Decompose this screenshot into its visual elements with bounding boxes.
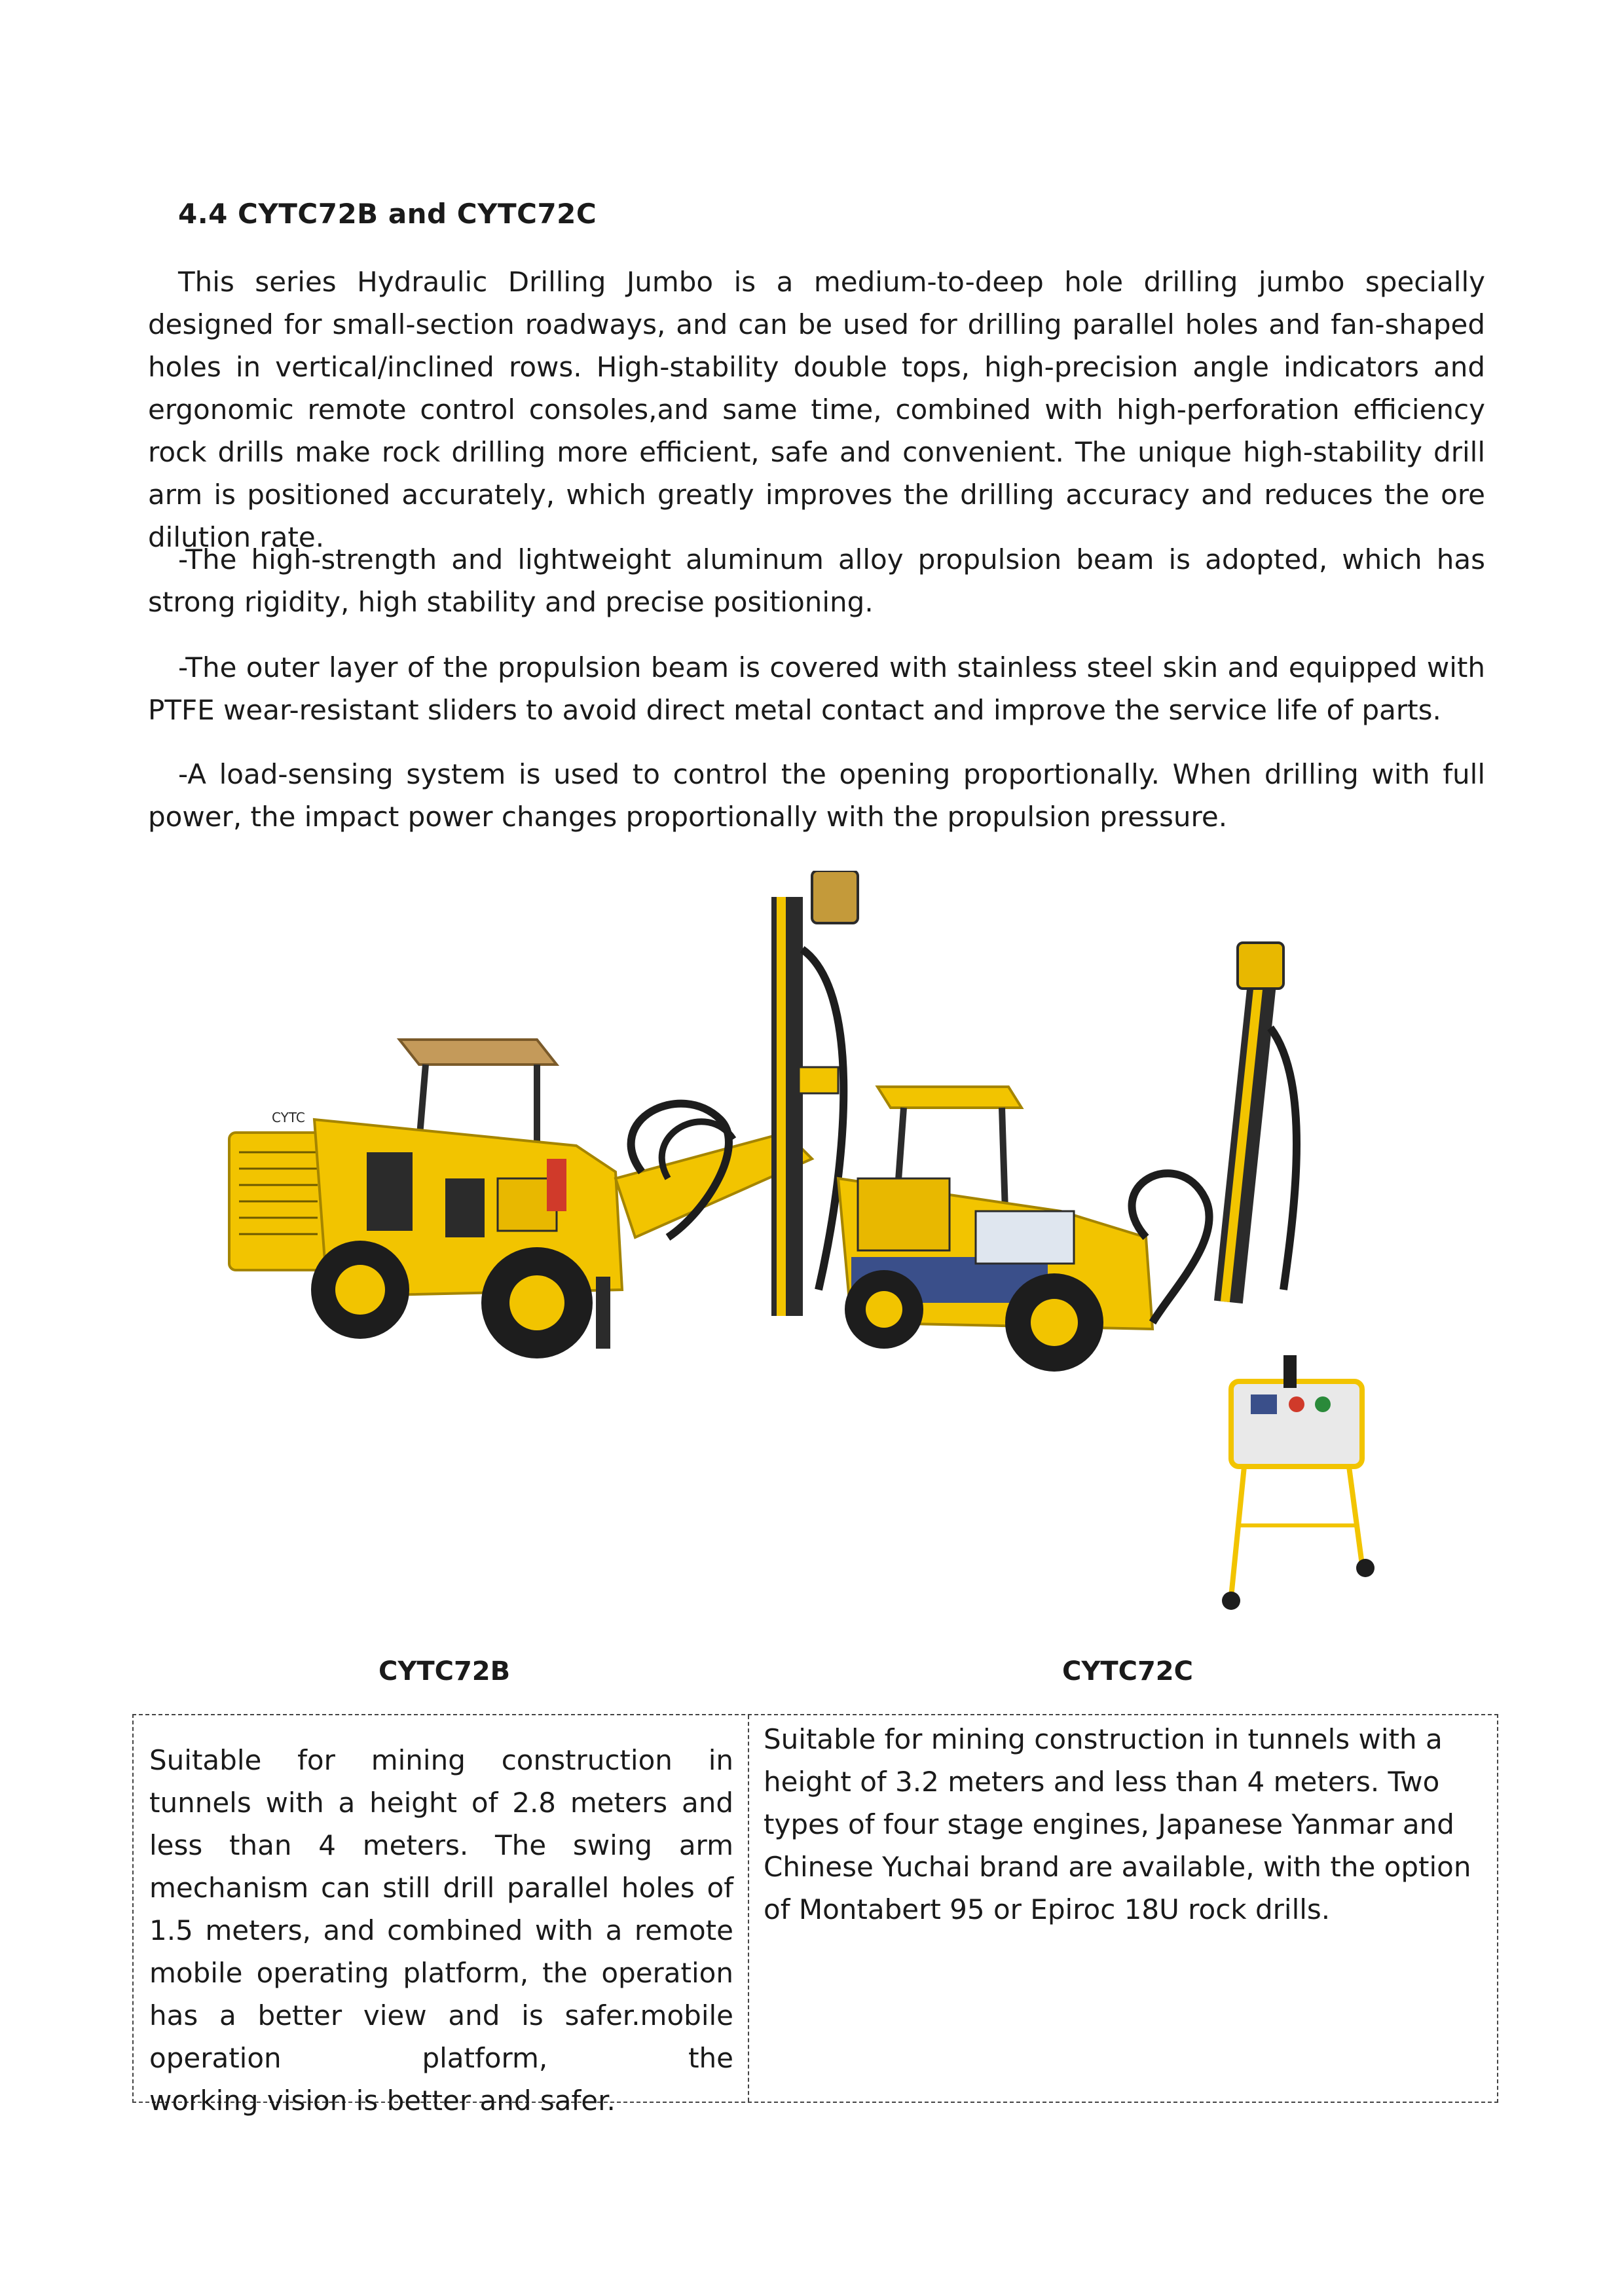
machine-brand-label: CYTC [272, 1110, 305, 1125]
section-heading: 4.4 CYTC72B and CYTC72C [178, 198, 597, 230]
feature-paragraph [148, 538, 1485, 623]
jumbo-illustration [210, 871, 1454, 1617]
drilling-jumbo-photo [210, 871, 1454, 1617]
cytc72b-machine [229, 871, 858, 1358]
feature-paragraph [148, 646, 1485, 731]
model-description-table [132, 1714, 1498, 2117]
cytc72c-machine [838, 943, 1297, 1372]
intro-text: This series Hydraulic Drilling Jumbo is a medium-to-deep hole drilling jumbo specially designed for small-section roadways, and can be used for drilling parallel holes and fan-shaped holes in vertical/inclined rows. High-stability double tops, high-precision angle indicators and ergonomic remote control consoles,and same time, combined with high-perforation efficiency rock drills make rock drilling more efficient, safe and convenient. The unique high-stability drill arm is positioned accurately, which greatly improves the drilling accuracy and reduces the ore dilution rate. [148, 266, 1485, 553]
cytc72c-description-cell [749, 1715, 1497, 2102]
cytc72b-description-cell [134, 1715, 749, 2117]
cytc72b-description: Suitable for mining construction in tunnels with a height of 2.8 meters and less than 4 meters. The swing arm mechanism can still drill parallel holes of 1.5 meters, and combined with a remote mobile operating platform, the operation has a better view and is safer.mobile operation platform, the [149, 1744, 733, 2074]
cytc72b-description-end: working vision is better and safer. [149, 2085, 616, 2117]
model-caption-cytc72b: CYTC72B [378, 1656, 511, 1686]
feature-text: -The outer layer of the propulsion beam is covered with stainless steel skin and equipped with PTFE wear-resistant sliders to avoid direct metal contact and improve the service life of parts. [148, 651, 1485, 726]
remote-console [1222, 1355, 1375, 1610]
feature-paragraph [148, 753, 1485, 838]
feature-text: -A load-sensing system is used to control the opening proportionally. When drilling with full power, the impact power changes proportionally with the propulsion pressure. [148, 758, 1485, 833]
intro-paragraph [148, 261, 1485, 558]
model-caption-cytc72c: CYTC72C [1062, 1656, 1193, 1686]
feature-text: -The high-strength and lightweight aluminum alloy propulsion beam is adopted, which has strong rigidity, high stability and precise positioning. [148, 543, 1485, 618]
cytc72c-description: Suitable for mining construction in tunnels with a height of 3.2 meters and less than 4 meters. Two types of four stage engines, Japanese Yanmar and Chinese Yuchai brand are available, with the option of Montabert 95 or Epiroc 18U rock drills. [764, 1723, 1471, 1925]
